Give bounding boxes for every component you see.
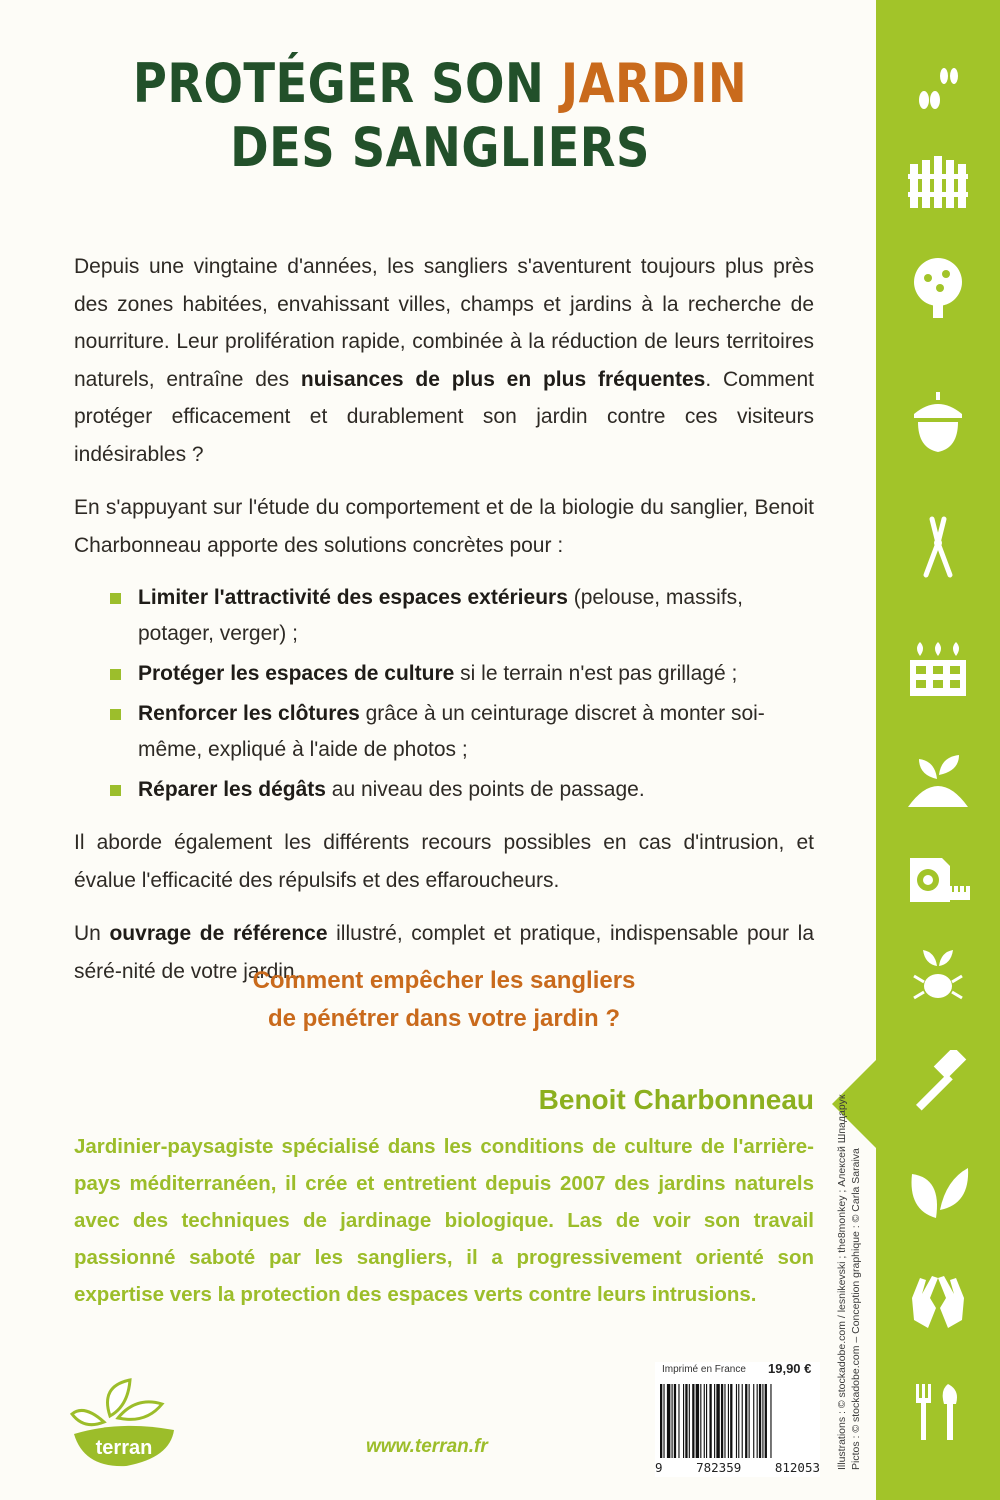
price-label: 19,90 €	[768, 1361, 812, 1376]
intro-paragraph: Depuis une vingtaine d'années, les sangliers s'aventurent toujours plus près des zones habitées, envahissant villes, champs et jardins à la recherche de nourriture. Leur prolifération rapide, combinée à la réduction de leurs territoires naturels, entraîne des nuisances de plus en plus fréquentes. Comment protéger efficacement et durablement son jardin contre ces visiteurs indésirables ?	[74, 255, 814, 466]
barcode-bar	[685, 1384, 687, 1458]
barcode-bar	[738, 1384, 739, 1458]
list-item: Renforcer les clôtures grâce à un ceinturage discret à monter soi-même, expliqué à l'aide de photos ;	[138, 696, 814, 768]
bullet-square-icon	[110, 709, 121, 720]
barcode-bar	[692, 1384, 694, 1458]
barcode-bar	[706, 1384, 707, 1458]
footprints-icon	[906, 60, 970, 124]
barcode-bar	[689, 1384, 690, 1458]
barcode-bar	[757, 1384, 758, 1458]
fruit-tree-icon	[906, 256, 970, 320]
fence-icon	[906, 150, 970, 214]
barcode-bar	[742, 1384, 743, 1458]
barcode-bar	[704, 1384, 705, 1458]
intro-paragraph-2: En s'appuyant sur l'étude du comportement et de la biologie du sanglier, Benoit Charbonneau apporte des solutions concrètes pour :	[74, 496, 814, 557]
barcode-bar	[736, 1384, 737, 1458]
barcode-bar	[714, 1384, 715, 1458]
tagline: Comment empêcher les sangliers de pénétrer dans votre jardin ?	[252, 967, 636, 1032]
bullet-square-icon	[110, 593, 121, 604]
barcode-bar	[730, 1384, 732, 1458]
barcode-bar	[663, 1384, 664, 1458]
book-title	[113, 52, 767, 180]
list-item: Réparer les dégâts au niveau des points de passage.	[138, 772, 814, 808]
barcode-bar	[762, 1384, 763, 1458]
tape-measure-icon	[906, 850, 970, 914]
list-item: Protéger les espaces de culture si le terrain n'est pas grillagé ;	[138, 656, 814, 692]
hammer-icon	[906, 1050, 970, 1114]
barcode-bars	[656, 1384, 818, 1458]
title-line2: DES SANGLIERS	[230, 116, 650, 179]
leaves-icon	[906, 1160, 970, 1224]
barcode-bar	[765, 1384, 767, 1458]
barcode-bar	[672, 1384, 673, 1458]
bullet-square-icon	[110, 669, 121, 680]
outro-paragraph-2: Un ouvrage de référence illustré, complet et pratique, indispensable pour la séré-nité de votre jardin.	[74, 922, 815, 983]
barcode-bar	[674, 1384, 676, 1458]
beetle-icon	[906, 940, 970, 1004]
barcode-bar	[721, 1384, 723, 1458]
barcode-bar	[700, 1384, 701, 1458]
barcode-bar	[709, 1384, 711, 1458]
barcode-bar	[770, 1384, 771, 1458]
barcode-bar	[678, 1384, 679, 1458]
author-name: Benoit Charbonneau	[538, 1084, 814, 1115]
barcode-bar	[753, 1384, 754, 1458]
barcode-bar	[724, 1384, 725, 1458]
seedling-tray-icon	[906, 636, 970, 700]
barcode-bar	[660, 1384, 662, 1458]
garden-tools-icon	[906, 1380, 970, 1444]
acorn-icon	[906, 390, 970, 454]
logo-text: terran	[95, 1437, 153, 1459]
title-accent: JARDIN	[560, 52, 748, 115]
barcode-bar	[716, 1384, 719, 1458]
bullet-square-icon	[110, 785, 121, 796]
barcode-bar	[745, 1384, 747, 1458]
pliers-icon	[906, 515, 970, 579]
barcode-bar	[759, 1384, 761, 1458]
title-line1: PROTÉGER SON	[132, 52, 545, 115]
sprout-soil-icon	[906, 745, 970, 809]
barcode-bar	[728, 1384, 729, 1458]
barcode-bar	[683, 1384, 684, 1458]
barcode-bar	[667, 1384, 670, 1458]
list-item: Limiter l'attractivité des espaces extérieurs (pelouse, massifs, potager, verger) ;	[138, 580, 814, 652]
bullet-list	[74, 580, 814, 808]
isbn-number: 9 782359 812053	[655, 1460, 820, 1475]
publisher-website[interactable]: www.terran.fr	[366, 1436, 488, 1457]
barcode-bar	[696, 1384, 699, 1458]
barcode-bar	[749, 1384, 750, 1458]
author-bio: Jardinier-paysagiste spécialisé dans les conditions de culture de l'arrière-pays méditerranéen, il crée et entretient depuis 2007 des jardins naturels avec des techniques de jardinage biologique. Las de voir son travail passionné saboté par les sangliers, il a progressivement orienté son expertise vers la protection des espaces verts contre leurs intrusions.	[74, 1135, 814, 1306]
outro-paragraph: Il aborde également les différents recours possibles en cas d'intrusion, et évalue l'efficacité des répulsifs et des effaroucheurs.	[74, 831, 814, 892]
gloves-icon	[906, 1268, 970, 1332]
printed-in-label: Imprimé en France	[662, 1364, 746, 1375]
description	[74, 248, 814, 1006]
publisher-logo	[70, 1376, 180, 1476]
image-credits: Illustrations : © stockadobe.com / lesnikevski ; the8monkey ; Алексей Шпадарук Pictos : © stockadobe.com – Conception graphique : © Carla Saraiva	[836, 1094, 862, 1470]
